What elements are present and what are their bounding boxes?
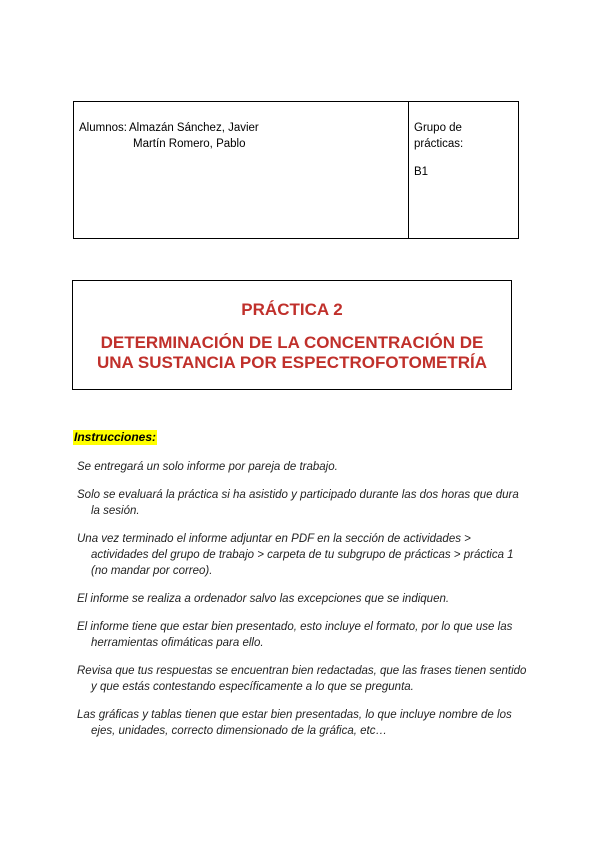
student-name: Martín Romero, Pablo xyxy=(133,138,246,150)
subtitle-line: UNA SUSTANCIA POR ESPECTROFOTOMETRÍA xyxy=(96,353,488,372)
student-name: Almazán Sánchez, Javier xyxy=(129,122,259,134)
students-cell xyxy=(74,102,409,238)
instruction-item: Se entregará un solo informe por pareja de trabajo. xyxy=(77,461,338,473)
group-cell xyxy=(409,102,518,238)
students-label: Alumnos: xyxy=(79,122,127,134)
instruction-item: El informe se realiza a ordenador salvo las excepciones que se indiquen. xyxy=(77,593,450,605)
instruction-item: El informe tiene que estar bien presentado, esto incluye el formato, por lo que use las herramientas ofimáticas para ello. xyxy=(77,621,513,649)
title-box xyxy=(72,280,512,390)
instruction-item: Solo se evaluará la práctica si ha asistido y participado durante las dos horas que dura la sesión. xyxy=(77,489,519,517)
instructions-list xyxy=(77,459,527,751)
practice-subtitle xyxy=(73,333,511,373)
instructions-heading: Instrucciones: xyxy=(74,430,157,444)
subtitle-line: DETERMINACIÓN DE LA CONCENTRACIÓN DE xyxy=(100,333,484,352)
instruction-item: Una vez terminado el informe adjuntar en PDF en la sección de actividades > actividades del grupo de trabajo > carpeta de tu subgrupo de prácticas > práctica 1 (no mandar por correo). xyxy=(77,533,514,577)
practice-title: PRÁCTICA 2 xyxy=(241,300,343,319)
group-value: B1 xyxy=(414,166,429,178)
students-list xyxy=(129,120,259,152)
header-table xyxy=(73,101,519,239)
instruction-item: Revisa que tus respuestas se encuentran bien redactadas, que las frases tienen sentido y que estás contestando específicamente a lo que se pregunta. xyxy=(77,665,527,693)
group-label: Grupo de prácticas: xyxy=(414,122,464,150)
instruction-item: Las gráficas y tablas tienen que estar bien presentadas, lo que incluye nombre de los ejes, unidades, correcto dimensionado de la gráfica, etc… xyxy=(77,709,512,737)
